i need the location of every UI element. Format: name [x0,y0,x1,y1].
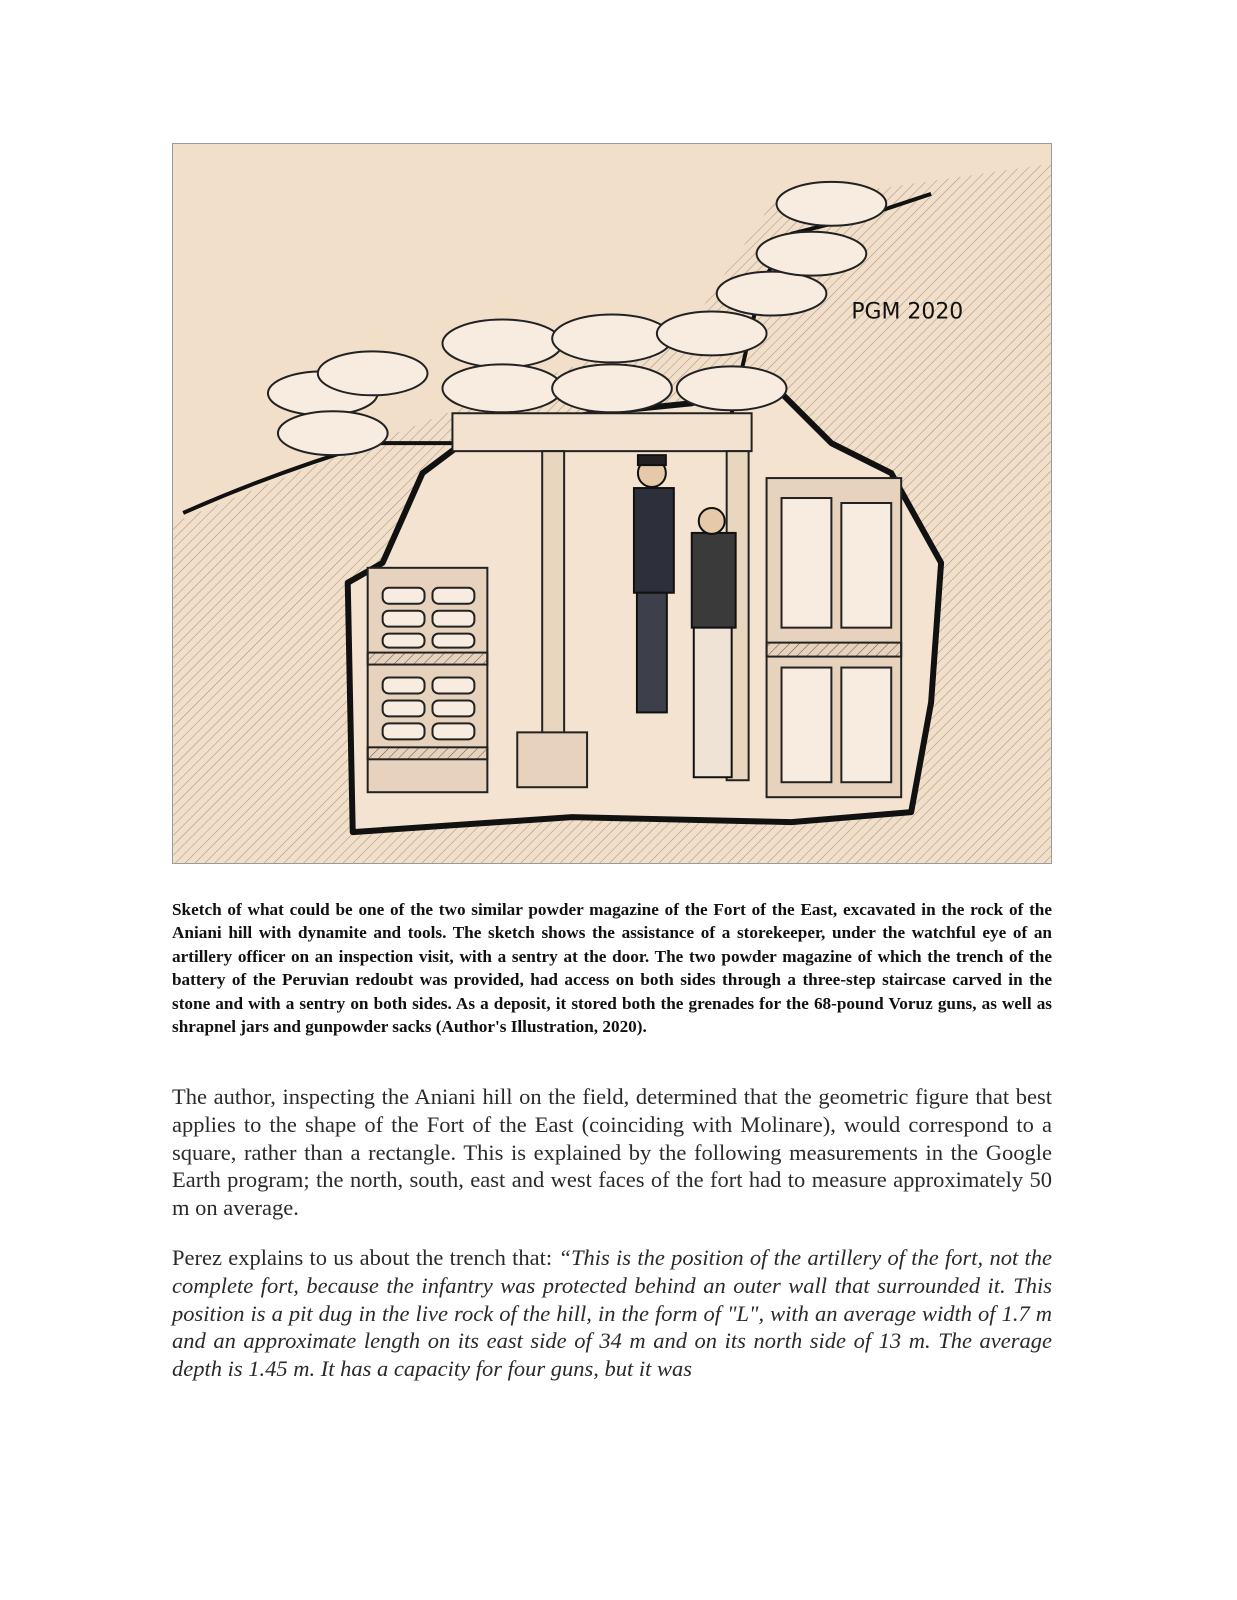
body-paragraph-2 [172,1244,1052,1383]
storekeeper-figure [692,508,736,777]
body-paragraph-1: The author, inspecting the Aniani hill on the field, determined that the geometric figure that best applies to the shape of the Fort of the East (coinciding with Molinare), would correspond to a square, rather than a rectangle. This is explained by the following measurements in the Google Earth program; the north, south, east and west faces of the fort had to measure approximately 50 m on average. [172,1084,1052,1221]
right-shelf-grenades [767,478,902,797]
figure-caption: Sketch of what could be one of the two similar powder magazine of the Fort of the East, excavated in the rock of the Aniani hill with dynamite and tools. The sketch shows the assistance of a storekeeper, under the watchful eye of an artillery officer on an inspection visit, with a sentry at the door. The two powder magazine of which the trench of the battery of the Peruvian redoubt was provided, had access on both sides through a three-step staircase carved in the stone and with a sentry on both sides. As a deposit, it stored both the grenades for the 68-pound Voruz guns, as well as shrapnel jars and gunpowder sacks (Author's Illustration, 2020). [172,900,1052,1037]
paragraph-intro: Perez explains to us about the trench that: [172,1245,559,1270]
door-post-left [542,451,564,780]
crate [517,732,587,787]
powder-magazine-sketch [173,144,1051,863]
left-shelf-gunpowder-sacks [368,568,488,792]
officer-figure [634,455,674,712]
wooden-lintel [452,413,751,451]
quoted-text: “This is the position of the artillery of the fort, not the complete fort, because the infantry was protected behind an outer wall that surrounded it. This position is a pit dug in the live rock of the hill, in the form of "L", with an average width of 1.7 m and an approximate length on its east side of 34 m and on its north side of 13 m. The average depth is 1.45 m. It has a capacity for four guns, but it was [172,1245,1052,1382]
artist-signature: PGM 2020 [851,299,964,325]
illustration-figure [172,143,1052,864]
